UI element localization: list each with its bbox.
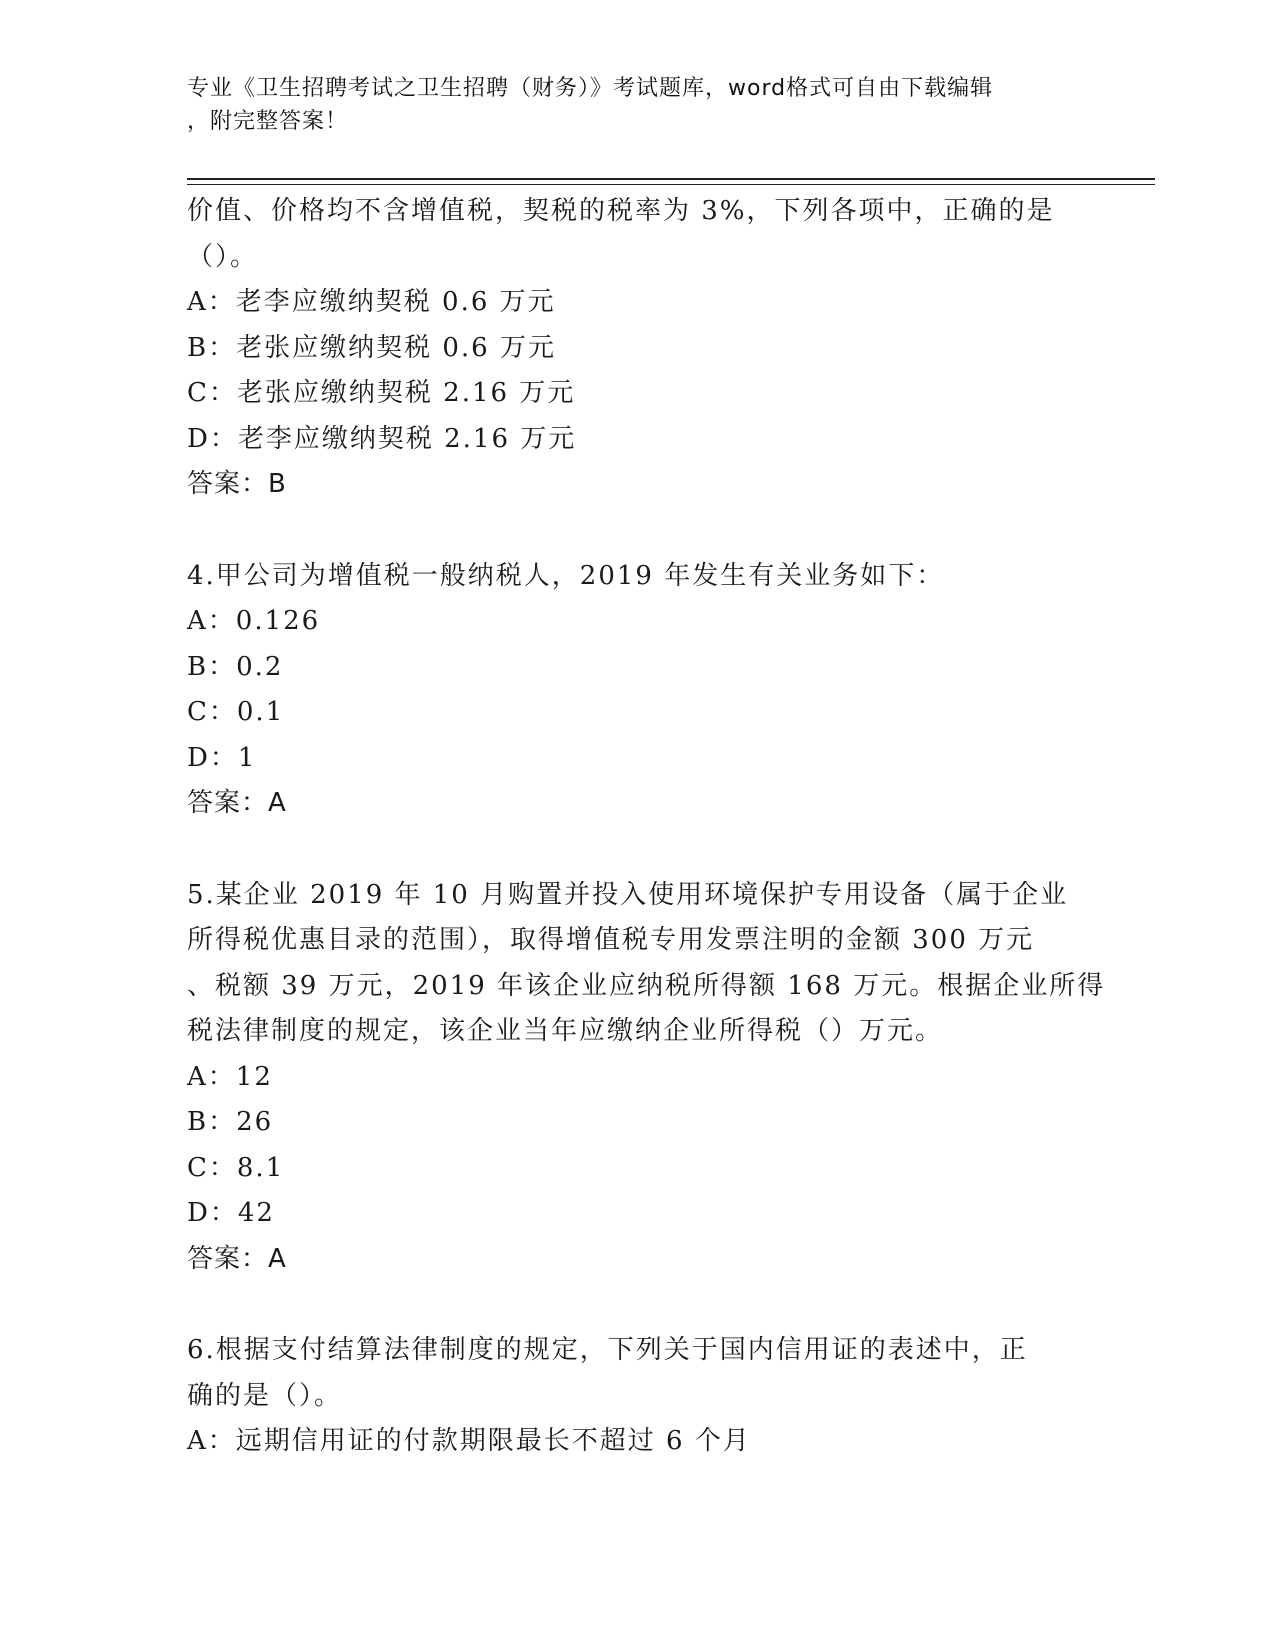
spacer	[187, 508, 1087, 554]
option-a: A：0.126	[187, 606, 321, 636]
question-stem: 5.某企业 2019 年 10 月购置并投入使用环境保护专用设备（属于企业	[187, 879, 1069, 910]
header-rule-thick	[187, 178, 1155, 180]
option-a: A：12	[187, 1061, 273, 1092]
option-d: D：老李应缴纳契税 2.16 万元	[187, 423, 577, 454]
header-line-2: ，附完整答案！	[187, 109, 349, 134]
option-b: B：老张应缴纳契税 0.6 万元	[187, 332, 556, 363]
question-stem: 确的是（）。	[187, 1380, 343, 1411]
option-b: B：26	[187, 1107, 274, 1137]
question-3	[187, 189, 1087, 508]
answer-text: 答案：A	[187, 1243, 287, 1274]
option-d: D：1	[187, 742, 257, 773]
question-stem: 税法律制度的规定，该企业当年应缴纳企业所得税（）万元。	[187, 1016, 944, 1046]
question-4	[187, 554, 1087, 827]
option-c: C：8.1	[187, 1152, 285, 1183]
question-stem: 、税额 39 万元，2019 年该企业应纳税所得额 168 万元。根据企业所得	[187, 970, 1106, 1001]
option-c: C：0.1	[187, 697, 285, 727]
question-stem: 价值、价格均不含增值税，契税的税率为 3%，下列各项中，正确的是	[187, 196, 1055, 226]
document-header	[187, 72, 1067, 138]
option-d: D：42	[187, 1198, 275, 1228]
header-rule-thin	[187, 184, 1155, 185]
question-6	[187, 1328, 1087, 1465]
answer-text: 答案：A	[187, 788, 287, 818]
option-a: A：远期信用证的付款期限最长不超过 6 个月	[187, 1426, 751, 1456]
option-a: A：老李应缴纳契税 0.6 万元	[187, 287, 556, 317]
option-b: B：0.2	[187, 651, 284, 682]
spacer	[187, 827, 1087, 873]
document-body	[187, 189, 1106, 1465]
question-stem: （）。	[187, 241, 259, 272]
header-line-1: 专业《卫生招聘考试之卫生招聘（财务）》考试题库，word格式可自由下载编辑	[187, 76, 994, 101]
question-stem: 所得税优惠目录的范围），取得增值税专用发票注明的金额 300 万元	[187, 925, 1035, 955]
question-stem: 6.根据支付结算法律制度的规定，下列关于国内信用证的表述中，正	[187, 1335, 1028, 1365]
question-stem: 4.甲公司为增值税一般纳税人，2019 年发生有关业务如下：	[187, 560, 945, 591]
spacer	[187, 1282, 1087, 1328]
question-5	[187, 873, 1106, 1283]
option-c: C：老张应缴纳契税 2.16 万元	[187, 378, 576, 408]
answer-text: 答案：B	[187, 469, 287, 499]
